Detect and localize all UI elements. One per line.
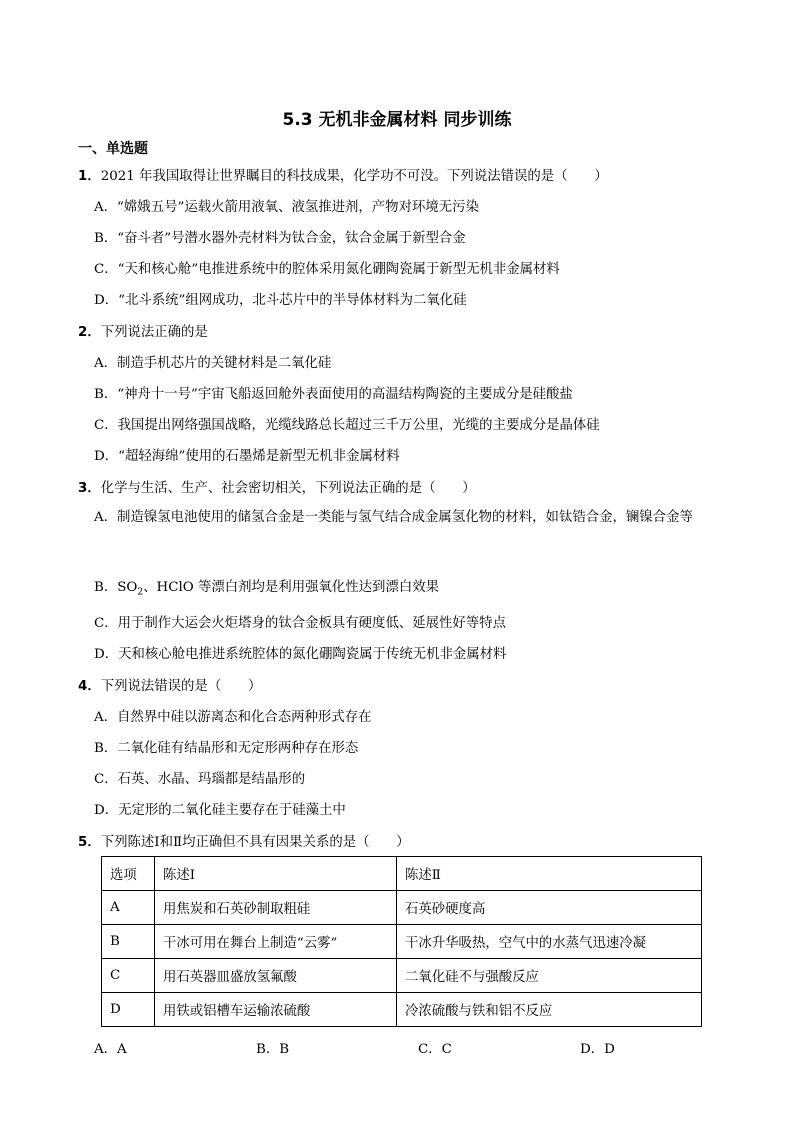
q3-option-a: A．制造镍氢电池使用的储氢合金是一类能与氢气结合成金属氢化物的材料，如钛锆合金，镧镍合金等 <box>94 510 693 525</box>
table-cell: 干冰升华吸热，空气中的水蒸气迅速冷凝 <box>397 925 702 959</box>
q1-option-d: D．“北斗系统”组网成功，北斗芯片中的半导体材料为二氧化硅 <box>94 293 467 308</box>
table-header-row <box>102 857 702 891</box>
q5-answer-b: B．B <box>256 1042 290 1057</box>
table-cell: D <box>102 993 155 1027</box>
q2-option-a: A．制造手机芯片的关键材料是二氧化硅 <box>94 356 332 371</box>
q4-option-b: B．二氧化硅有结晶形和无定形两种存在形态 <box>94 741 359 756</box>
table-cell: 用铁或铝槽车运输浓硫酸 <box>155 993 397 1027</box>
question-number: 2． <box>78 325 101 340</box>
table-cell: 冷浓硫酸与铁和铝不反应 <box>397 993 702 1027</box>
question-number: 3． <box>78 481 101 496</box>
table-row <box>102 959 702 993</box>
statement-table <box>101 856 702 1027</box>
table-cell: 石英砂硬度高 <box>397 891 702 925</box>
table-cell: A <box>102 891 155 925</box>
q4-option-d: D．无定形的二氧化硅主要存在于硅藻土中 <box>94 803 346 818</box>
q3-option-b-subscript: 2 <box>137 587 144 598</box>
page-title: 5.3 无机非金属材料 同步训练 <box>282 110 512 130</box>
table-cell: 用焦炭和石英砂制取粗硅 <box>155 891 397 925</box>
question-number: 1． <box>78 169 101 184</box>
table-row <box>102 891 702 925</box>
question-stem: 下列说法错误的是（ ） <box>100 679 262 694</box>
q3-option-d: D．天和核心舱电推进系统腔体的氮化硼陶瓷属于传统无机非金属材料 <box>94 647 507 662</box>
q1-option-a: A．“嫦娥五号”运载火箭用液氧、液氢推进剂，产物对环境无污染 <box>94 200 479 215</box>
question-4 <box>78 675 261 694</box>
question-5 <box>78 831 410 850</box>
question-1 <box>78 165 608 184</box>
q2-option-c: C．我国提出网络强国战略，光缆线路总长超过三千万公里，光缆的主要成分是晶体硅 <box>94 418 600 433</box>
question-number: 5． <box>78 835 101 850</box>
question-stem: 下列说法正确的是 <box>100 325 208 340</box>
section-heading: 一、单选题 <box>78 141 148 157</box>
question-stem: 2021 年我国取得让世界瞩目的科技成果，化学功不可没。下列说法错误的是（ ） <box>100 169 608 184</box>
table-cell: B <box>102 925 155 959</box>
question-2 <box>78 321 208 340</box>
q5-answer-d: D．D <box>580 1042 615 1057</box>
q3-option-b <box>94 576 439 598</box>
q2-option-b: B．“神舟十一号”宇宙飞船返回舱外表面使用的高温结构陶瓷的主要成分是硅酸盐 <box>94 387 573 402</box>
q4-option-a: A．自然界中硅以游离态和化合态两种形式存在 <box>94 710 372 725</box>
q1-option-b: B．“奋斗者”号潜水器外壳材料为钛合金，钛合金属于新型合金 <box>94 231 466 246</box>
q5-answer-a: A．A <box>94 1042 127 1057</box>
table-cell: 用石英器皿盛放氢氟酸 <box>155 959 397 993</box>
question-number: 4． <box>78 679 101 694</box>
question-stem: 化学与生活、生产、社会密切相关，下列说法正确的是（ ） <box>100 481 476 496</box>
table-row <box>102 993 702 1027</box>
table-header-cell: 选项 <box>102 857 155 891</box>
q4-option-c: C．石英、水晶、玛瑙都是结晶形的 <box>94 772 306 787</box>
q5-answer-c: C．C <box>418 1042 452 1057</box>
q3-option-b-text: 、HClO 等漂白剂均是利用强氧化性达到漂白效果 <box>143 580 439 595</box>
table-header-cell: 陈述Ⅱ <box>397 857 702 891</box>
q3-option-b-prefix: B．SO <box>94 580 138 595</box>
question-3 <box>78 477 476 496</box>
q1-option-c: C．“天和核心舱”电推进系统中的腔体采用氮化硼陶瓷属于新型无机非金属材料 <box>94 262 560 277</box>
q2-option-d: D．“超轻海绵”使用的石墨烯是新型无机非金属材料 <box>94 449 400 464</box>
table-row <box>102 925 702 959</box>
question-stem: 下列陈述Ⅰ和Ⅱ均正确但不具有因果关系的是（ ） <box>100 835 410 850</box>
table-cell: 二氧化硅不与强酸反应 <box>397 959 702 993</box>
table-cell: 干冰可用在舞台上制造“云雾” <box>155 925 397 959</box>
table-cell: C <box>102 959 155 993</box>
table-header-cell: 陈述Ⅰ <box>155 857 397 891</box>
q3-option-c: C．用于制作大运会火炬塔身的钛合金板具有硬度低、延展性好等特点 <box>94 616 506 631</box>
